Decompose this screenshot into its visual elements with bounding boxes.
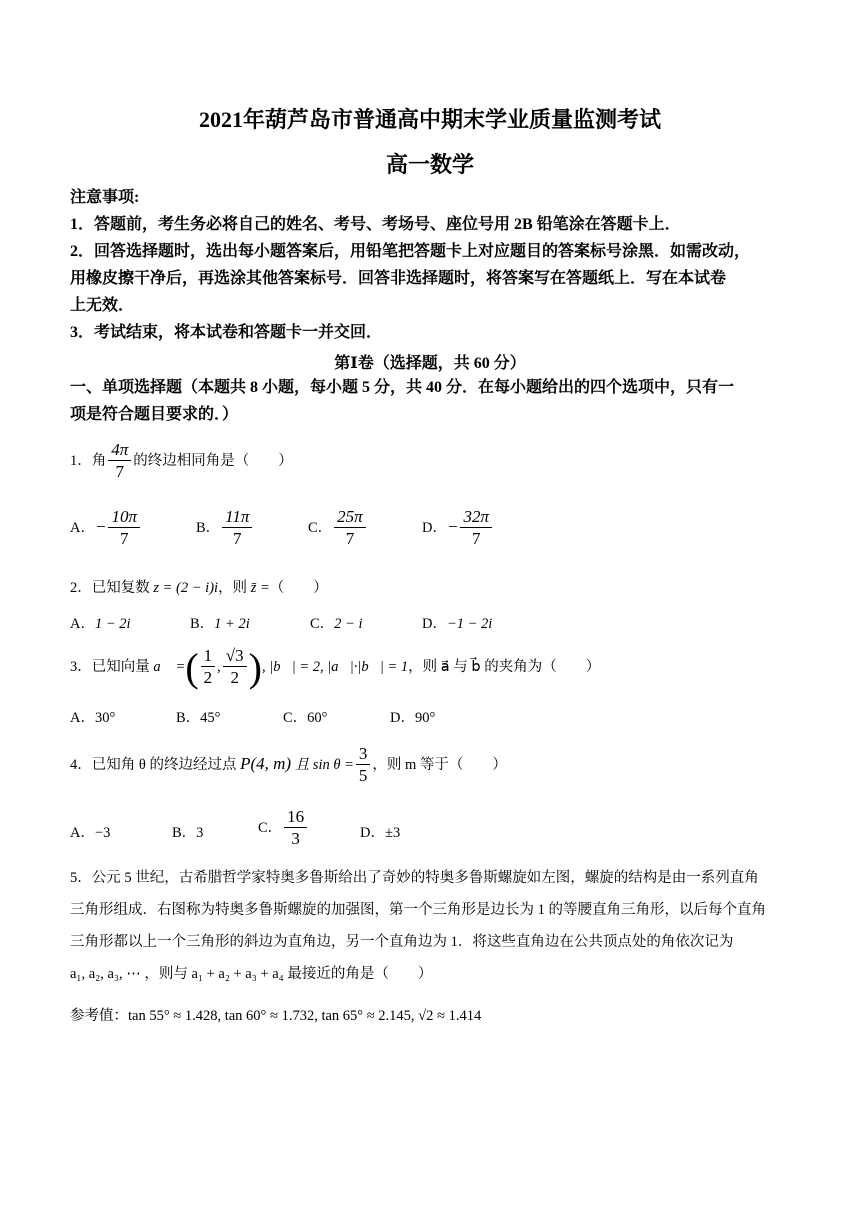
q2-conjugate: z̄ = <box>250 580 270 596</box>
frac-num: 25π <box>334 507 366 528</box>
option-value: 3 <box>196 825 204 841</box>
right-paren: ) <box>248 645 262 690</box>
q4-fraction <box>356 744 371 787</box>
q3-option-b[interactable] <box>176 706 220 727</box>
q5-line-4: a₁, a₂, a₃, ⋯ ，则与 a₁ + a₂ + a₃ + a₄ 最接近的角是（ ） <box>70 966 433 982</box>
option-label: A． <box>70 519 95 536</box>
option-fraction <box>284 807 307 850</box>
frac-num: 10π <box>108 507 140 528</box>
option-value: −1 − 2i <box>446 616 493 632</box>
q3-frac-2 <box>223 646 247 689</box>
notice-item-3: 3．考试结束，将本试卷和答题卡一并交回． <box>70 324 383 341</box>
option-label: A． <box>70 825 95 841</box>
exam-title: 2021年葫芦岛市普通高中期末学业质量监测考试 <box>198 107 661 132</box>
option-fraction <box>460 507 492 550</box>
option-label: D． <box>390 710 415 726</box>
q2-option-b[interactable] <box>190 612 250 633</box>
option-value: 1 + 2i <box>214 616 250 632</box>
q3-vector-a: a⃗ = <box>153 658 186 675</box>
q1-frac-num: 4π <box>108 440 131 461</box>
q5-line-2: 三角形组成．右图称为特奥多鲁斯螺旋的加强图，第一个三角形是边长为 1 的等腰直角三角形，以后每个直角 <box>70 902 766 918</box>
q4-sin-expr: 且 sin θ = <box>291 756 354 773</box>
part-heading-line-1: 一、单项选择题（本题共 8 小题，每小题 5 分，共 40 分．在每小题给出的四个选项中，只有一 <box>70 379 735 396</box>
q1-fraction <box>108 440 131 483</box>
frac-num: √3 <box>223 646 247 667</box>
exam-subject: 高一数学 <box>385 152 474 177</box>
frac-den: 2 <box>230 668 239 687</box>
frac-den: 2 <box>203 668 213 687</box>
frac-den: 7 <box>471 529 481 548</box>
part-heading-line-2: 项是符合题目要求的．） <box>70 406 239 423</box>
q2-text-b: ，则 <box>218 580 251 596</box>
q4-option-c[interactable] <box>258 807 309 850</box>
q3-condition: , |b⃗| = 2, |a⃗|·|b⃗| = 1 <box>261 658 409 675</box>
option-label: C． <box>308 519 333 536</box>
q2-expression: z = (2 − i)i <box>153 580 219 596</box>
q2-option-a[interactable] <box>70 612 131 633</box>
option-sign: − <box>94 516 107 536</box>
notice-item-1: 1．答题前，考生务必将自己的姓名、考号、考场号、座位号用 2B 铅笔涂在答题卡上． <box>70 216 681 233</box>
frac-num: 32π <box>460 507 492 528</box>
option-label: A． <box>70 616 95 632</box>
option-label: B． <box>190 616 215 632</box>
q4-option-a[interactable] <box>70 821 110 842</box>
frac-den: 3 <box>291 829 300 848</box>
q2-text-c: （ ） <box>269 580 328 596</box>
q4-point: P(4, m) <box>240 753 292 773</box>
q4-option-d[interactable] <box>360 821 400 842</box>
q3-text-a: 3．已知向量 <box>70 658 154 675</box>
frac-den: 5 <box>358 766 368 785</box>
question-1 <box>70 440 293 483</box>
q1-prefix: 1．角 <box>70 452 107 469</box>
option-label: B． <box>172 825 197 841</box>
option-fraction <box>334 507 366 550</box>
q5-line-3: 三角形都以上一个三角形的斜边为直角边，另一个直角边为 1．将这些直角边在公共顶点处的角依次记为 <box>70 934 734 950</box>
q1-option-d[interactable] <box>422 507 494 550</box>
option-label: B． <box>196 519 221 536</box>
frac-num: 16 <box>284 807 307 828</box>
q5-line-1: 5．公元 5 世纪，古希腊哲学家特奥多鲁斯给出了奇妙的特奥多鲁斯螺旋如左图，螺旋的结构是由一系列直角 <box>70 870 759 886</box>
option-label: C． <box>258 819 283 836</box>
option-value: −3 <box>94 825 111 841</box>
q5-reference-values: 参考值：tan 55° ≈ 1.428, tan 60° ≈ 1.732, tan 65° ≈ 2.145, √2 ≈ 1.414 <box>70 1008 482 1024</box>
option-value: 2 − i <box>334 616 363 632</box>
option-label: A． <box>70 710 95 726</box>
q1-option-c[interactable] <box>308 507 368 550</box>
option-sign: − <box>446 516 459 536</box>
option-label: C． <box>310 616 335 632</box>
q3-text-b: ，则 a⃗ 与 b⃗ 的夹角为（ ） <box>408 658 601 675</box>
option-label: C． <box>283 710 308 726</box>
q4-option-b[interactable] <box>172 821 203 842</box>
q3-option-c[interactable] <box>283 706 327 727</box>
notice-item-2-line-1: 2．回答选择题时，选出每小题答案后，用铅笔把答题卡上对应题目的答案标号涂黑．如需改动， <box>70 243 751 260</box>
option-fraction <box>108 507 140 550</box>
q3-option-a[interactable] <box>70 706 115 727</box>
frac-den: 7 <box>119 529 129 548</box>
notice-heading: 注意事项: <box>70 189 140 206</box>
option-value: 90° <box>414 710 436 726</box>
frac-num: 1 <box>201 646 216 667</box>
notice-item-2-line-2: 用橡皮擦干净后，再选涂其他答案标号．回答非选择题时，将答案写在答题纸上．写在本试卷 <box>70 270 727 287</box>
option-value: ±3 <box>384 825 401 841</box>
option-label: D． <box>422 616 447 632</box>
option-value: 60° <box>307 710 328 726</box>
q1-suffix: 的终边相同角是（ ） <box>133 452 293 469</box>
frac-num: 3 <box>356 744 371 765</box>
notice-item-2-line-3: 上无效． <box>70 297 135 314</box>
q3-option-d[interactable] <box>390 706 435 727</box>
section-title: 第Ⅰ卷（选择题，共 60 分） <box>334 355 526 372</box>
frac-num: 11π <box>222 507 252 528</box>
question-4 <box>70 744 507 787</box>
option-label: D． <box>360 825 385 841</box>
q2-option-d[interactable] <box>422 612 492 633</box>
q2-text-a: 2．已知复数 <box>70 580 154 596</box>
q1-option-a[interactable] <box>70 507 142 550</box>
option-value: 45° <box>200 710 221 726</box>
option-value: 30° <box>94 710 116 726</box>
q1-option-b[interactable] <box>196 507 254 550</box>
option-fraction <box>222 507 252 550</box>
question-2 <box>70 576 328 597</box>
q4-text-a: 4．已知角 θ 的终边经过点 <box>70 756 241 773</box>
frac-den: 7 <box>345 529 355 548</box>
option-value: 1 − 2i <box>94 616 131 632</box>
question-3: 3．已知向量 a⃗ =( $\frac{1}{2}$ , $\frac{√3}{2}$ ), |b⃗| = 2, |a⃗|·|b⃗| = 1，则 a⃗ 与 b⃗ 的夹角为（ ） <box>70 645 601 690</box>
left-paren: ( <box>185 645 199 690</box>
q3-frac-1 <box>201 646 216 689</box>
option-label: D． <box>422 519 447 536</box>
question-5 <box>70 862 795 990</box>
option-label: B． <box>176 710 201 726</box>
q4-text-c: ，则 m 等于（ ） <box>372 756 507 773</box>
q1-frac-den: 7 <box>115 462 125 481</box>
frac-den: 7 <box>233 529 242 548</box>
q2-option-c[interactable] <box>310 612 363 633</box>
